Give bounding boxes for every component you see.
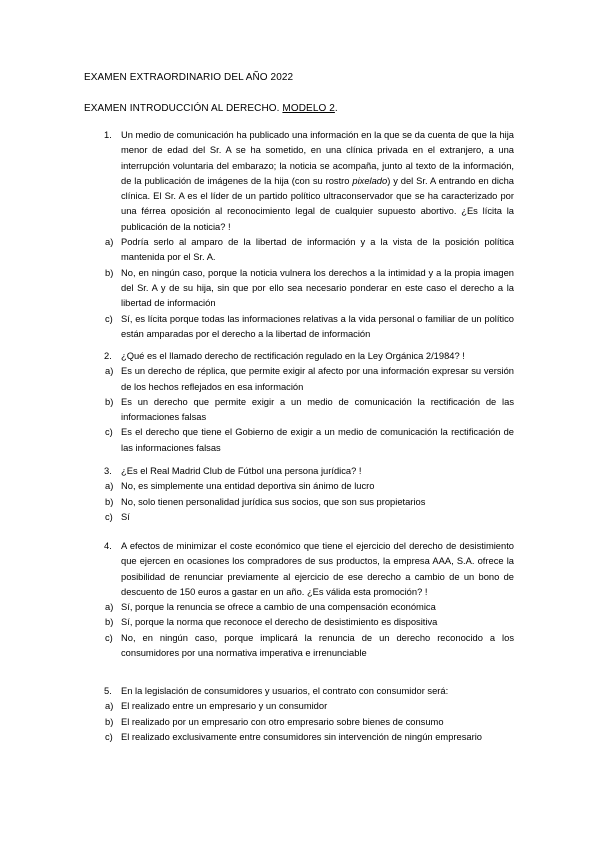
- italic-term: pixelado: [352, 175, 388, 186]
- exam-title-text: EXAMEN EXTRAORDINARIO DEL AÑO 2022: [84, 72, 294, 83]
- question-number: 1.: [104, 130, 112, 140]
- question-3: [104, 464, 514, 525]
- question-text: Un medio de comunicación ha publicado una información en la que se da cuenta de que la hija menor de edad del Sr. A se ha sometido, en una clínica privada en el extranjero, a una interrupción voluntaria del embarazo; la noticia se acompaña, junto al texto de la información, de la publicación de imágenes de la hija (con su rostro pixelado) y del Sr. A entrando en dicha clínica. El Sr. A es el líder de un partido político ultraconservador que se ha caracterizado por una férrea oposición al reconocimiento legal de cualquier supuesto abortivo. ¿Es lícita la publicación de la noticia? !: [121, 130, 514, 232]
- option-c: c) Es el derecho que tiene el Gobierno de exigir a un medio de comunicación la rectificación de las informaciones falsas: [105, 427, 514, 453]
- option-c: c) Sí: [105, 511, 130, 522]
- question-text: En la legislación de consumidores y usuarios, el contrato con consumidor será:: [121, 686, 449, 696]
- answer-options: [104, 364, 514, 456]
- question-text: ¿Es el Real Madrid Club de Fútbol una persona jurídica? !: [121, 466, 362, 476]
- question-2: [104, 349, 514, 456]
- question-text: A efectos de minimizar el coste económico que tiene el ejercicio del derecho de desistimiento que ejercen en ocasiones los compradores de sus productos, la empresa AAA, S.A. ofrece la posibilidad de renunciar previamente al ejercicio de ese derecho a cambio de un bono de descuento de 150 euros a gastar en un año. ¿Es válida esta promoción? !: [121, 541, 514, 597]
- answer-options: [104, 699, 514, 745]
- answer-options: [104, 600, 514, 661]
- option-a: a) Podría serlo al amparo de la libertad de información y a la vista de la posición política mantenida por el Sr. A.: [105, 237, 514, 263]
- exam-title: [84, 72, 293, 83]
- option-a: a) Sí, porque la renuncia se ofrece a cambio de una compensación económica: [105, 602, 436, 613]
- question-1: [104, 128, 514, 342]
- question-text: ¿Qué es el llamado derecho de rectificación regulado en la Ley Orgánica 2/1984? !: [121, 351, 465, 361]
- question-number: 3.: [104, 466, 112, 476]
- option-b: b) Es un derecho que permite exigir a un medio de comunicación la rectificación de las informaciones falsas: [105, 396, 514, 423]
- question-5: [104, 684, 514, 745]
- question-4: [104, 539, 514, 661]
- option-c: c) El realizado exclusivamente entre consumidores sin intervención de ningún empresario: [105, 731, 482, 742]
- option-b: b) No, solo tienen personalidad jurídica sus socios, que son sus propietarios: [105, 496, 426, 507]
- answer-options: [104, 479, 514, 525]
- option-a: a) Es un derecho de réplica, que permite exigir al afecto por una información expresar su versión de los hechos reflejados en esa información: [105, 366, 514, 392]
- option-c: c) No, en ningún caso, porque implicará la renuncia de un derecho reconocido a los consumidores por una normativa imperativa e irrenunciable: [105, 632, 514, 659]
- question-number: 5.: [104, 686, 112, 696]
- option-b: b) Sí, porque la norma que reconoce el derecho de desistimiento es dispositiva: [105, 617, 438, 628]
- option-a: a) No, es simplemente una entidad deportiva sin ánimo de lucro: [105, 481, 375, 492]
- option-b: b) El realizado por un empresario con otro empresario sobre bienes de consumo: [105, 716, 444, 727]
- answer-options: [104, 235, 514, 342]
- subtitle-model: MODELO 2: [282, 103, 335, 114]
- option-a: a) El realizado entre un empresario y un consumidor: [105, 701, 328, 712]
- subtitle-main: EXAMEN INTRODUCCIÓN AL DERECHO.: [84, 103, 283, 114]
- exam-subtitle: [84, 103, 338, 114]
- option-c: c) Sí, es lícita porque todas las informaciones relativas a la vida personal o familiar de un político están amparadas por el derecho a la libertad de información: [105, 313, 514, 339]
- option-b: b) No, en ningún caso, porque la noticia vulnera los derechos a la intimidad y a la propia imagen del Sr. A y de su hija, sin que por ello sea necesario ponderar en este caso el derecho a la libertad de información: [105, 267, 514, 309]
- subtitle-end: .: [334, 103, 338, 114]
- question-number: 4.: [104, 541, 112, 551]
- question-number: 2.: [104, 351, 112, 361]
